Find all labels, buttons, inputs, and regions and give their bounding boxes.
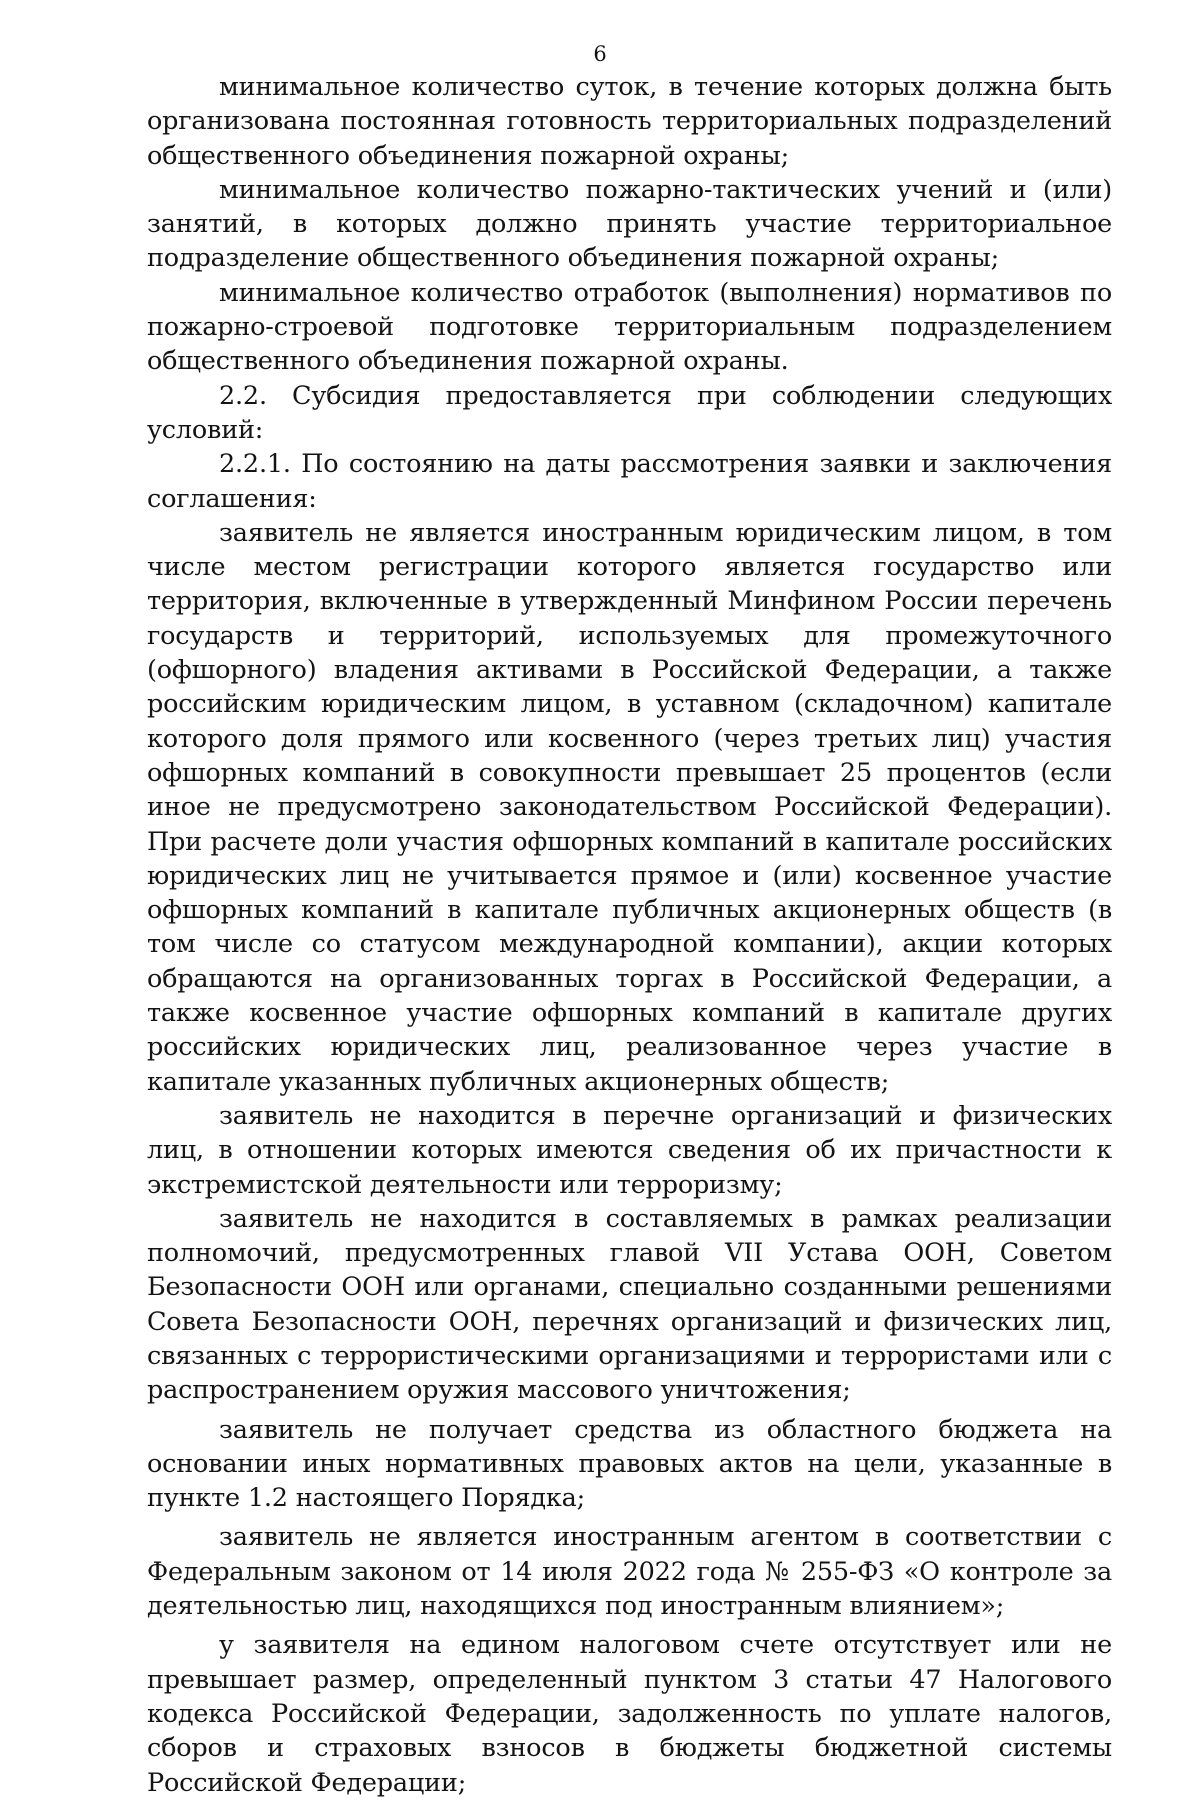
paragraph-2-2-subsidy-conditions: 2.2. Субсидия предоставляется при соблюдении следующих условий: [147,380,1112,445]
page-number: 6 [593,42,607,66]
paragraph-min-drill-standards: минимальное количество отработок (выполнения) нормативов по пожарно-строевой подготовке территориальным подразделением общественного объединения пожарной охраны. [147,277,1112,377]
paragraph-not-foreign-agent: заявитель не является иностранным агентом в соответствии с Федеральным законом от 14 июля 2022 года № 255-ФЗ «О контроле за деятельностью лиц, находящихся под иностранным влиянием»; [147,1522,1112,1622]
paragraph-not-un-sanctions-list: заявитель не находится в составляемых в рамках реализации полномочий, предусмотренных главой VII Устава ООН, Советом Безопасности ООН или органами, специально созданными решениями Совета Безопасности ООН, перечнях организаций и физических лиц, связанных с террористическими организациями и террористами или с распространением оружия массового уничтожения; [147,1203,1112,1406]
paragraph-not-foreign-legal-entity: заявитель не является иностранным юридическим лицом, в том числе местом регистрации которого является государство или территория, включенные в утвержденный Минфином России перечень государств и территорий, используемых для промежуточного (офшорного) владения активами в Российской Федерации, а также российским юридическим лицом, в уставном (складочном) капитале которого доля прямого или косвенного (через третьих лиц) участия офшорных компаний в совокупности превышает 25 процентов (если иное не предусмотрено законодательством Российской Федерации). При расчете доли участия офшорных компаний в капитале российских юридических лиц не учитывается прямое и (или) косвенное участие офшорных компаний в капитале публичных акционерных обществ (в том числе со статусом международной компании), акции которых обращаются на организованных торгах в Российской Федерации, а также косвенное участие офшорных компаний в капитале других российских юридических лиц, реализованное через участие в капитале указанных публичных акционерных обществ; [147,517,1112,1097]
paragraph-no-tax-debt: у заявителя на едином налоговом счете отсутствует или не превышает размер, определенный пунктом 3 статьи 47 Налогового кодекса Российской Федерации, задолженность по уплате налогов, сборов и страховых взносов в бюджеты бюджетной системы Российской Федерации; [147,1630,1112,1798]
paragraph-min-tactical-exercises: минимальное количество пожарно-тактических учений и (или) занятий, в которых должно принять участие территориальное подразделение общественного объединения пожарной охраны; [147,174,1112,274]
paragraph-no-other-regional-funds: заявитель не получает средства из областного бюджета на основании иных нормативных правовых актов на цели, указанные в пункте 1.2 настоящего Порядка; [147,1414,1112,1514]
document-body [147,70,1112,1800]
paragraph-2-2-1-application-date: 2.2.1. По состоянию на даты рассмотрения заявки и заключения соглашения: [147,449,1112,514]
paragraph-min-days-readiness: минимальное количество суток, в течение которых должна быть организована постоянная готовность территориальных подразделений общественного объединения пожарной охраны; [147,72,1112,171]
paragraph-not-extremist-list: заявитель не находится в перечне организаций и физических лиц, в отношении которых имеются сведения об их причастности к экстремистской деятельности или терроризму; [147,1100,1112,1200]
